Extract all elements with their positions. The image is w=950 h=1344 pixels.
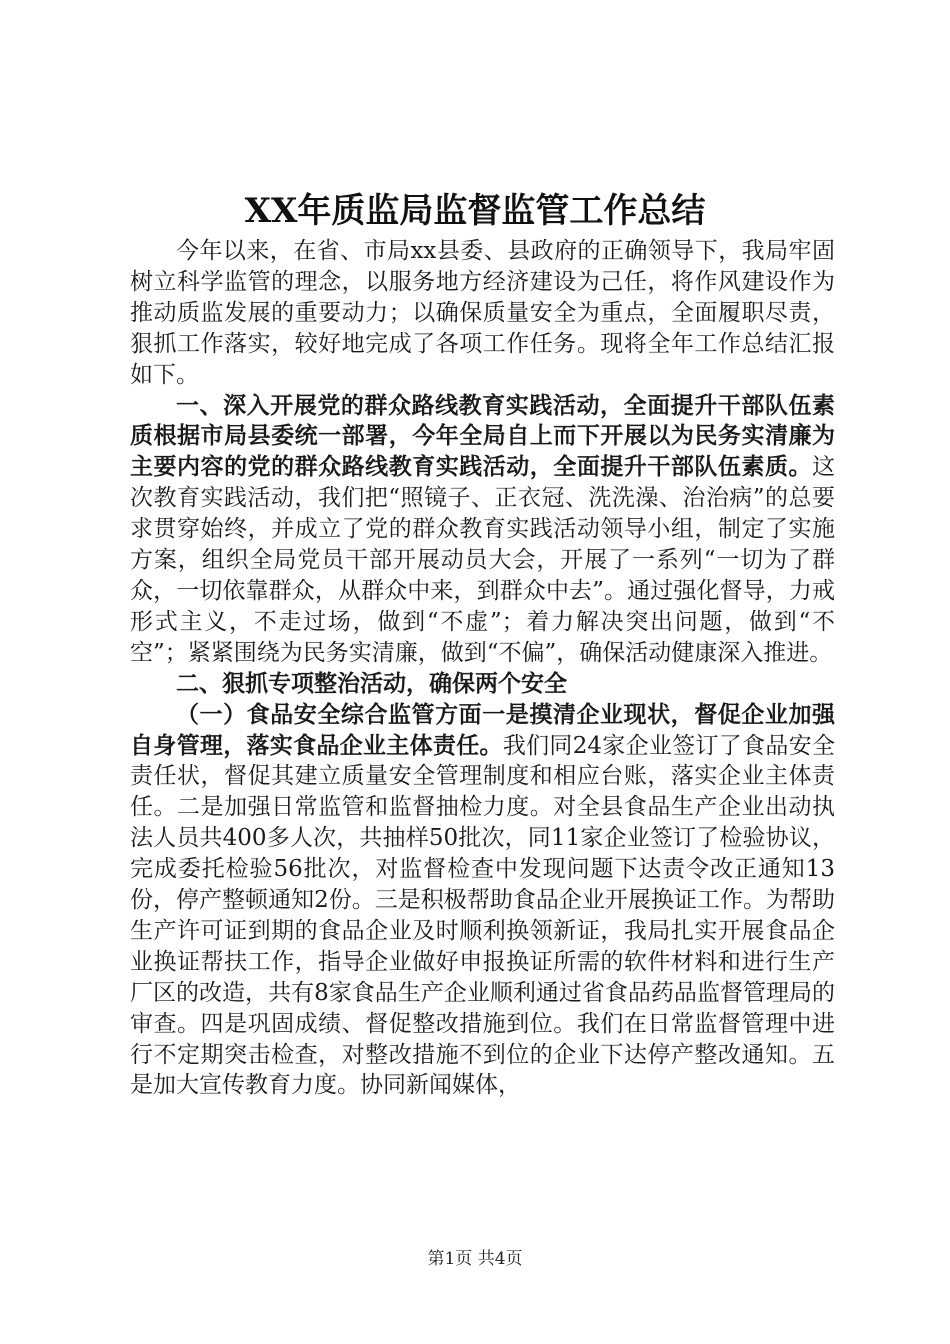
page-title: XX年质监局监督监管工作总结 [244,191,706,231]
page-footer: 第1页 共4页 [427,1249,523,1269]
intro-text: 今年以来，在省、市局xx县委、县政府的正确领导下，我局牢固树立科学监管的理念，以服务地方经济建设为己任，将作风建设作为推动质监发展的重要动力；以确保质量安全为重点，全面履职尽责，狠抓工作落实，较好地完成了各项工作任务。现将全年工作总结汇报如下。 [130,238,835,388]
section-2-heading: 二、狠抓专项整治活动，确保两个安全 [176,670,567,697]
section-1-heading: 一、深入开展党的群众路线教育实践活动，全面提升干部队伍素质根据市局县委统一部署，今年全局自上而下开展以为民务实清廉为主要内容的党的群众路线教育实践活动，全面提升干部队伍素质。 [130,392,835,481]
document-body [130,236,835,1101]
intro-paragraph [130,236,835,391]
section-1-paragraph [130,391,835,669]
section-1-body: 这次教育实践活动，我们把“照镜子、正衣冠、洗洗澡、治治病”的总要求贯穿始终，并成立了党的群众教育实践活动领导小组，制定了实施方案，组织全局党员干部开展动员大会，开展了一系列“一切为了群众，一切依靠群众，从群众中来，到群众中去”。通过强化督导，力戒形式主义，不走过场，做到“不虚”；着力解决突出问题，做到“不空”；紧紧围绕为民务实清廉，做到“不偏”，确保活动健康深入推进。 [130,454,835,666]
section-2-1-paragraph [130,700,835,1102]
section-2-1-heading: （一）食品安全综合监管方面一是摸清企业现状，督促企业加强自身管理，落实食品企业主体责任。 [130,701,835,759]
section-2-1-body: 我们同24家企业签订了食品安全责任状，督促其建立质量安全管理制度和相应台账，落实企业主体责任。二是加强日常监管和监督抽检力度。对全县食品生产企业出动执法人员共400多人次，共抽样50批次，同11家企业签订了检验协议，完成委托检验56批次，对监督检查中发现问题下达责令改正通知13份，停产整顿通知2份。三是积极帮助食品企业开展换证工作。为帮助生产许可证到期的食品企业及时顺利换领新证，我局扎实开展食品企业换证帮扶工作，指导企业做好申报换证所需的软件材料和进行生产厂区的改造，共有8家食品生产企业顺利通过省食品药品监督管理局的审查。四是巩固成绩、督促整改措施到位。我们在日常监督管理中进行不定期突击检查，对整改措施不到位的企业下达停产整改通知。五是加大宣传教育力度。协同新闻媒体， [130,732,835,1099]
section-2-heading-paragraph [130,669,835,700]
